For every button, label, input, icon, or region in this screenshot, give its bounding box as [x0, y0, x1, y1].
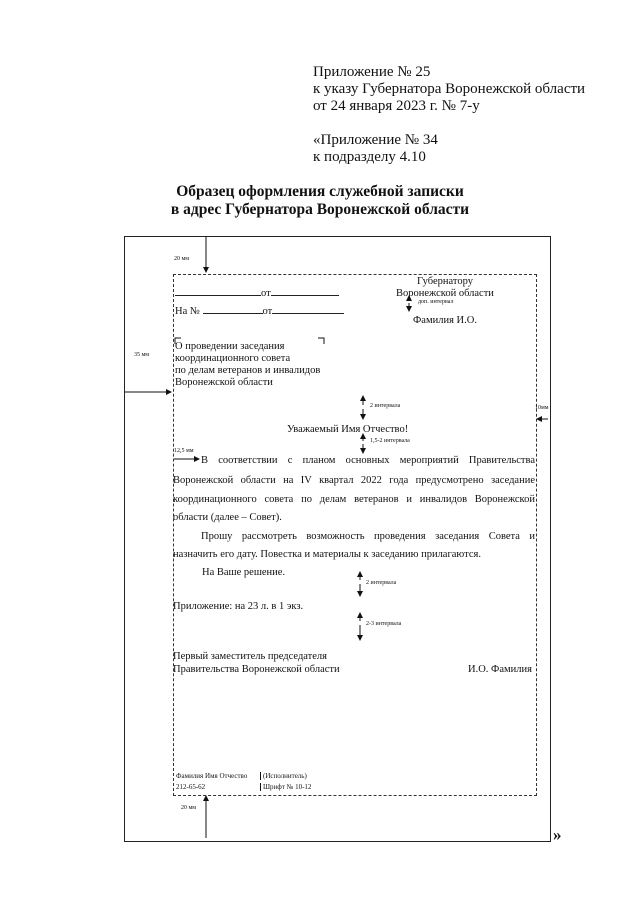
addressee-line-1: Губернатору	[417, 276, 473, 287]
body-line-1: В соответствии с планом основных мероприятий Правительства	[201, 455, 535, 466]
date-line: от	[175, 286, 339, 300]
addressee-name: Фамилия И.О.	[413, 315, 477, 326]
indent-label: 12,5 мм	[174, 448, 194, 454]
subject-line-3: по делам ветеранов и инвалидов	[175, 365, 321, 376]
header-line-3: от 24 января 2023 г. № 7-у	[313, 98, 480, 114]
executor-phone: 212-65-62	[176, 783, 206, 791]
body-line-7: На Ваше решение.	[202, 567, 286, 578]
executor-note-2: Шрифт № 10-12	[260, 783, 311, 791]
closing-mark: »	[553, 825, 562, 844]
interval-label-15: 1,5-2 интервала	[370, 438, 410, 444]
header-line-4: «Приложение № 34	[313, 132, 438, 148]
header-line-5: к подразделу 4.10	[313, 149, 426, 165]
interval-label-2a: 2 интервала	[370, 403, 401, 409]
margin-left-label: 35 мм	[134, 352, 150, 358]
signature-line-1: Первый заместитель председателя	[173, 651, 327, 662]
signature-name: И.О. Фамилия	[468, 664, 532, 675]
interval-label-23: 2-3 интервала	[366, 621, 402, 627]
addressee-interval-label: доп. интервал	[418, 299, 454, 305]
margin-right-label: 10мм	[535, 405, 549, 411]
body-line-4: области (далее – Совет).	[173, 512, 282, 523]
signature-line-2: Правительства Воронежской области	[173, 664, 340, 675]
subject-line-2: координационного совета	[175, 353, 291, 364]
subject-line-1: О проведении заседания	[175, 341, 285, 352]
margin-bottom-label: 20 мм	[181, 805, 197, 811]
greeting: Уважаемый Имя Отчество!	[287, 424, 409, 435]
interval-label-2b: 2 интервала	[366, 580, 397, 586]
body-line-3: координационного совета по делам ветеранов и инвалидов Воронежской	[173, 494, 535, 505]
body-line-2: Воронежской области на IV квартал 2022 года предусмотрено заседание	[173, 475, 535, 486]
subject-line-4: Воронежской области	[175, 377, 273, 388]
attachment-line: Приложение: на 23 л. в 1 экз.	[173, 601, 304, 612]
header-line-1: Приложение № 25	[313, 64, 431, 80]
header-line-2: к указу Губернатора Воронежской области	[313, 81, 586, 97]
margin-top-label: 20 мм	[174, 256, 190, 262]
body-line-5: Прошу рассмотреть возможность проведения заседания Совета и	[201, 531, 535, 542]
document-title-line-2: в адрес Губернатора Воронежской области	[170, 201, 470, 218]
executor-note-1: (Исполнитель)	[260, 772, 307, 780]
reference-line: На № от	[175, 304, 344, 318]
document-title-line-1: Образец оформления служебной записки	[176, 183, 464, 200]
executor-name: Фамилия Имя Отчество	[176, 772, 248, 780]
body-line-6: назначить его дату. Повестка и материалы к заседанию прилагаются.	[173, 549, 481, 560]
addressee-line-2: Воронежской области	[396, 288, 494, 299]
